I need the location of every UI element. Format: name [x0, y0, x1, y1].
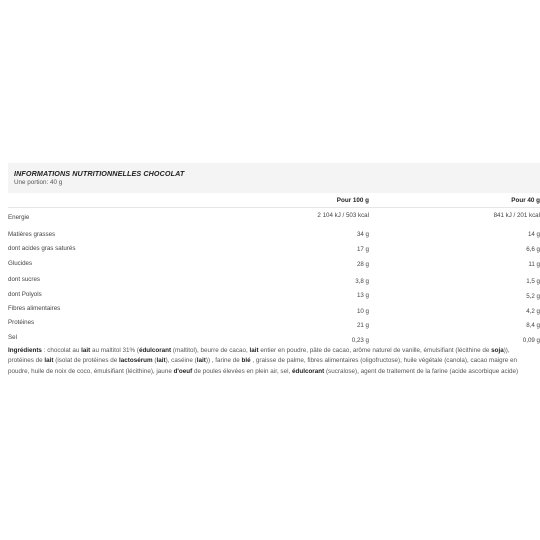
col-header-40g: Pour 40 g — [511, 197, 540, 204]
ingredients-fragment: (isolat de protéines de — [53, 357, 119, 365]
row-value-40g: 6,6 g — [526, 246, 540, 254]
ingredients-fragment: , graisse de palme, fibres alimentaires (oligofructose), huile végétale (canola), cacao maigre en poudre, huile de noix de coco, émulsifiant (lécithine), jaune — [8, 357, 518, 375]
allergen-highlight: blé — [241, 357, 251, 365]
row-value-100g: 3,8 g — [355, 277, 369, 285]
row-value-40g: 1,5 g — [526, 277, 540, 285]
sweetener-highlight: édulcorant — [292, 367, 325, 375]
ingredients-heading: Ingrédients — [8, 347, 42, 354]
row-value-100g: 10 g — [356, 307, 369, 315]
ingredients-fragment: (sucralose), agent de traitement de la farine (acide ascorbique acide) — [324, 367, 519, 375]
row-value-40g: 4,2 g — [526, 307, 540, 315]
ingredients-fragment: ( — [152, 357, 157, 365]
ingredients-text — [8, 346, 526, 377]
row-label: Fibres alimentaires — [8, 304, 61, 312]
table-row — [8, 301, 540, 316]
table-row — [8, 255, 540, 270]
nutrition-title: INFORMATIONS NUTRITIONNELLES CHOCOLAT — [14, 169, 185, 178]
row-label: Glucides — [8, 260, 33, 268]
ingredients-fragment: au maltitol 31% ( — [90, 347, 139, 354]
row-value-100g: 0,23 g — [351, 337, 369, 345]
table-row — [8, 240, 540, 255]
allergen-highlight: lait — [44, 357, 54, 365]
row-label: dont sucres — [8, 275, 40, 283]
table-row — [8, 286, 540, 301]
table-row — [8, 208, 540, 225]
column-headers — [8, 193, 540, 208]
row-value-40g: 841 kJ / 201 kcal — [493, 212, 540, 219]
ingredients-fragment: (maltitol), beurre de cacao, — [171, 347, 250, 354]
allergen-highlight: lactosérum — [119, 357, 153, 365]
row-value-40g: 0,09 g — [522, 337, 540, 345]
allergen-highlight: lait — [196, 357, 206, 365]
row-value-100g: 2 104 kJ / 503 kcal — [317, 212, 369, 219]
allergen-highlight: soja — [491, 347, 504, 354]
table-row — [8, 225, 540, 240]
row-value-100g: 21 g — [356, 322, 369, 330]
allergen-highlight: lait — [156, 357, 166, 365]
table-row — [8, 331, 540, 346]
portion-size: Une portion: 40 g — [14, 179, 63, 186]
col-header-100g: Pour 100 g — [336, 197, 369, 204]
ingredients-fragment: )) , farine de — [205, 357, 242, 365]
table-row — [8, 271, 540, 286]
row-value-40g: 8,4 g — [526, 322, 540, 330]
row-label: Sel — [8, 334, 17, 342]
row-value-40g: 5,2 g — [526, 292, 540, 300]
allergen-highlight: d'oeuf — [173, 367, 193, 375]
row-value-100g: 17 g — [356, 246, 369, 254]
sweetener-highlight: édulcorant — [138, 347, 172, 354]
table-row — [8, 316, 540, 331]
ingredients-fragment: )), protéines de — [8, 347, 510, 365]
row-label: dont acides gras saturés — [8, 245, 76, 253]
nutrition-rows — [8, 208, 540, 347]
row-value-40g: 14 g — [527, 231, 540, 238]
row-label: Energie — [8, 214, 30, 221]
row-value-100g: 34 g — [356, 231, 369, 238]
allergen-highlight: lait — [81, 347, 91, 354]
ingredients-fragment: ), caséine ( — [165, 357, 197, 365]
nutrition-header — [8, 163, 540, 193]
row-value-100g: 13 g — [356, 291, 369, 299]
row-label: Matières grasses — [8, 231, 56, 238]
ingredients-fragment: entier en poudre, pâte de cacao, arôme naturel de vanille, émulsifiant (lécithine de — [258, 347, 492, 354]
ingredients-fragment: de poules élevées en plein air, sel, — [192, 367, 292, 375]
allergen-highlight: lait — [249, 347, 259, 354]
row-value-40g: 11 g — [528, 261, 540, 269]
row-label: dont Polyols — [8, 290, 42, 298]
row-label: Protéines — [8, 319, 35, 327]
row-value-100g: 28 g — [356, 261, 369, 269]
nutrition-panel — [8, 163, 540, 347]
ingredients-fragment: : chocolat au — [41, 347, 82, 354]
